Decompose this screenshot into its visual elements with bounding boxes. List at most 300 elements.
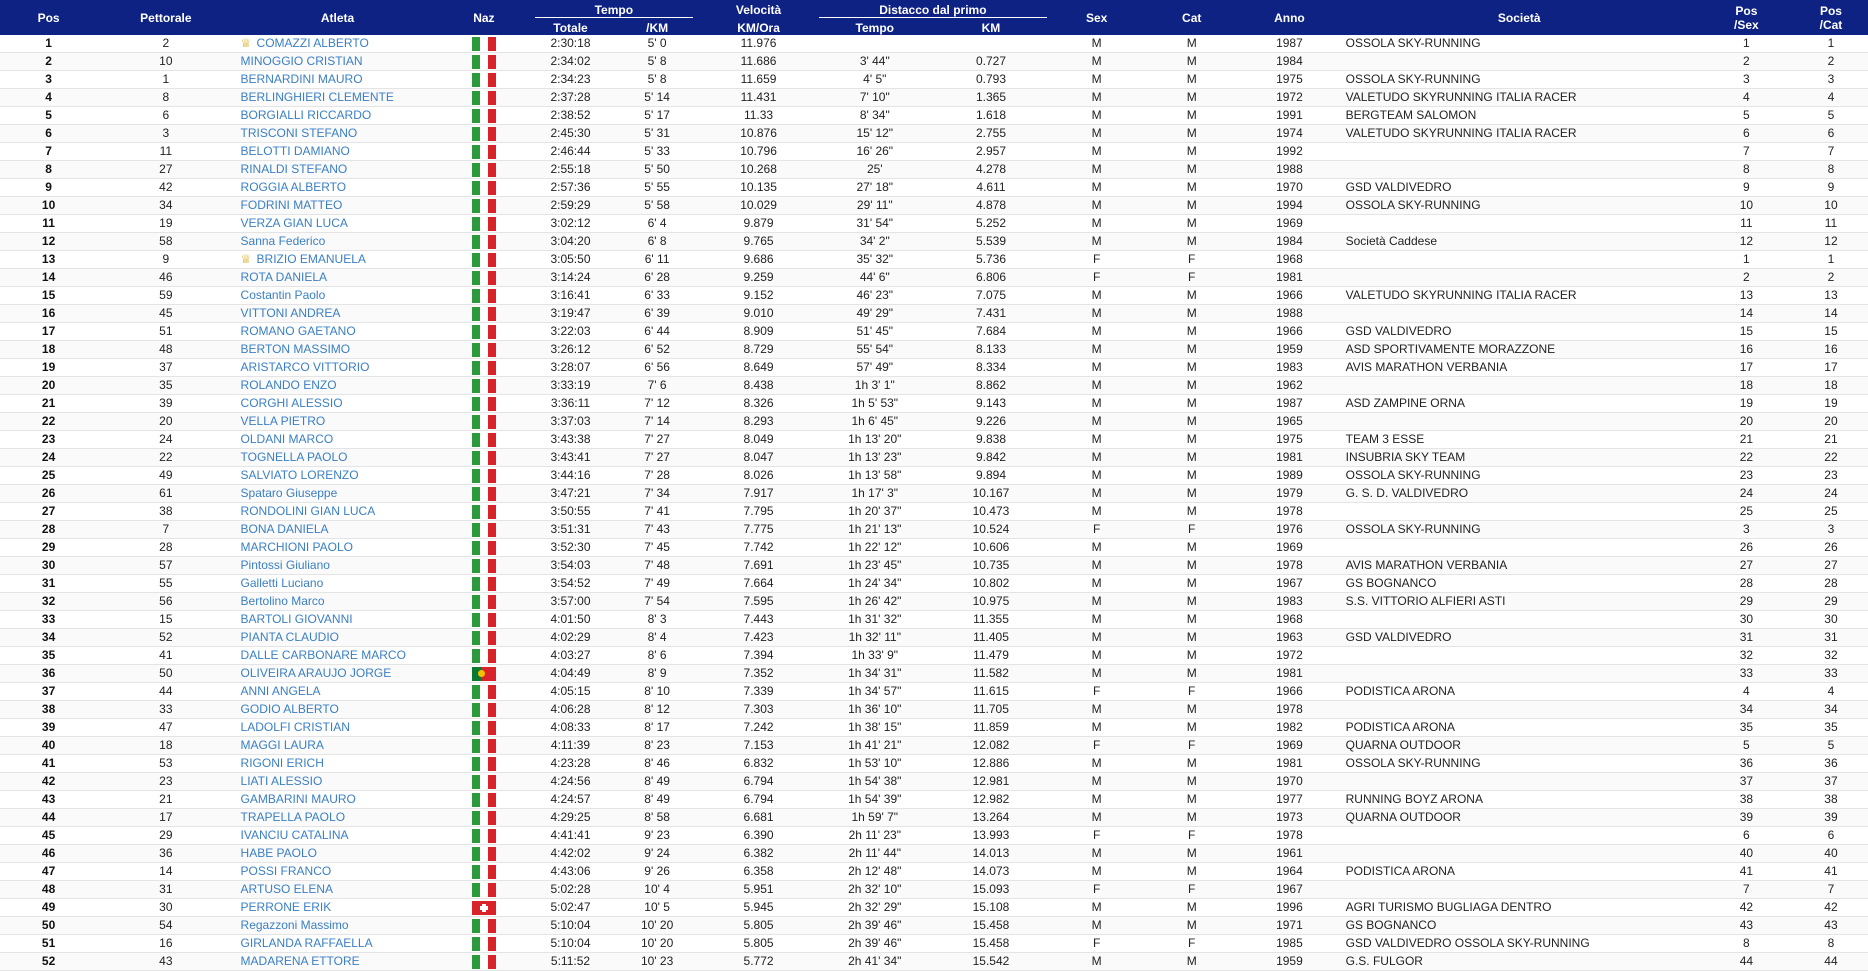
cell-tempo-totale: 3:16:41 — [527, 287, 614, 305]
cell-tempo-km: 6' 39 — [614, 305, 701, 323]
cell-velocita: 7.775 — [700, 521, 816, 539]
cell-pos-cat: 1 — [1794, 35, 1868, 53]
cell-distacco-km: 7.684 — [933, 323, 1049, 341]
italy-flag-icon — [472, 613, 496, 627]
cell-pos: 51 — [0, 935, 97, 953]
col-tempo-km[interactable]: /KM — [646, 20, 669, 35]
col-atleta[interactable]: Atleta — [320, 10, 355, 25]
cell-pos-cat: 36 — [1794, 755, 1868, 773]
col-pos[interactable]: Pos — [37, 10, 60, 25]
athlete-link[interactable]: Bertolino Marco — [240, 594, 325, 608]
col-anno[interactable]: Anno — [1274, 10, 1305, 25]
cell-tempo-totale: 4:04:49 — [527, 665, 614, 683]
cell-velocita: 8.326 — [700, 395, 816, 413]
col-tempo-totale[interactable]: Totale — [553, 20, 588, 35]
cell-tempo-km: 10' 20 — [614, 917, 701, 935]
cell-pos-sex: 39 — [1699, 809, 1794, 827]
cell-tempo-km: 5' 8 — [614, 71, 701, 89]
cell-pettorale: 44 — [97, 683, 234, 701]
cell-velocita: 5.945 — [700, 899, 816, 917]
cell-anno: 1981 — [1239, 449, 1339, 467]
cell-cat: M — [1144, 125, 1239, 143]
athlete-link[interactable]: ROGGIA ALBERTO — [240, 180, 347, 194]
cell-distacco-km: 10.975 — [933, 593, 1049, 611]
cell-distacco-km: 5.539 — [933, 233, 1049, 251]
athlete-link[interactable]: PERRONE ERIK — [240, 900, 332, 914]
cell-pettorale: 18 — [97, 737, 234, 755]
cell-pos-sex: 20 — [1699, 413, 1794, 431]
cell-pos: 13 — [0, 251, 97, 269]
table-row — [0, 647, 1868, 665]
cell-distacco-km: 8.862 — [933, 377, 1049, 395]
cell-distacco-tempo: 1h 31' 32" — [817, 611, 933, 629]
col-kmora[interactable]: KM/Ora — [737, 20, 780, 35]
cell-pettorale: 14 — [97, 863, 234, 881]
athlete-link[interactable]: RINALDI STEFANO — [240, 162, 348, 176]
cell-pettorale: 20 — [97, 413, 234, 431]
cell-atleta — [235, 161, 441, 179]
athlete-link[interactable]: COMAZZI ALBERTO — [256, 36, 369, 50]
cell-societa: QUARNA OUTDOOR — [1340, 809, 1699, 827]
athlete-link[interactable]: RIGONI ERICH — [240, 756, 324, 770]
italy-flag-icon — [472, 199, 496, 213]
cell-sex: M — [1049, 53, 1144, 71]
italy-flag-icon — [472, 955, 496, 969]
cell-cat: M — [1144, 539, 1239, 557]
cell-distacco-tempo: 15' 12" — [817, 125, 933, 143]
cell-velocita: 7.153 — [700, 737, 816, 755]
cell-societa: OSSOLA SKY-RUNNING — [1340, 71, 1699, 89]
cell-pettorale: 21 — [97, 791, 234, 809]
cell-distacco-tempo: 57' 49" — [817, 359, 933, 377]
cell-pettorale: 43 — [97, 953, 234, 971]
italy-flag-icon — [472, 343, 496, 357]
cell-distacco-km: 4.278 — [933, 161, 1049, 179]
cell-naz — [441, 35, 528, 53]
table-row — [0, 305, 1868, 323]
athlete-link[interactable]: MINOGGIO CRISTIAN — [240, 54, 363, 68]
cell-sex: M — [1049, 755, 1144, 773]
athlete-link[interactable]: DALLE CARBONARE MARCO — [240, 648, 406, 662]
cell-tempo-km: 9' 26 — [614, 863, 701, 881]
cell-tempo-totale: 4:42:02 — [527, 845, 614, 863]
cell-cat: M — [1144, 755, 1239, 773]
athlete-link[interactable]: GIRLANDA RAFFAELLA — [240, 936, 373, 950]
cell-pettorale: 22 — [97, 449, 234, 467]
col-distacco-tempo[interactable]: Tempo — [855, 20, 894, 35]
athlete-link[interactable]: BRIZIO EMANUELA — [256, 252, 366, 266]
cell-distacco-tempo: 1h 32' 11" — [817, 629, 933, 647]
cell-cat: F — [1144, 269, 1239, 287]
athlete-link[interactable]: Galletti Luciano — [240, 576, 324, 590]
table-body — [0, 35, 1868, 971]
table-row — [0, 629, 1868, 647]
athlete-link[interactable]: SALVIATO LORENZO — [240, 468, 359, 482]
cell-pos-cat: 8 — [1794, 161, 1868, 179]
cell-tempo-totale: 3:44:16 — [527, 467, 614, 485]
cell-sex: M — [1049, 305, 1144, 323]
italy-flag-icon — [472, 685, 496, 699]
cell-anno: 1996 — [1239, 899, 1339, 917]
italy-flag-icon — [472, 523, 496, 537]
cell-velocita: 6.382 — [700, 845, 816, 863]
table-row — [0, 863, 1868, 881]
cell-distacco-km: 15.458 — [933, 935, 1049, 953]
table-row — [0, 215, 1868, 233]
cell-pos-cat: 17 — [1794, 359, 1868, 377]
cell-anno: 1984 — [1239, 233, 1339, 251]
cell-sex: F — [1049, 827, 1144, 845]
table-row — [0, 809, 1868, 827]
table-row — [0, 35, 1868, 53]
cell-distacco-tempo: 1h 54' 38" — [817, 773, 933, 791]
cell-societa: OSSOLA SKY-RUNNING — [1340, 35, 1699, 53]
cell-pos: 1 — [0, 35, 97, 53]
col-sex[interactable]: Sex — [1085, 10, 1108, 25]
athlete-link[interactable]: BARTOLI GIOVANNI — [240, 612, 353, 626]
col-cat[interactable]: Cat — [1182, 10, 1202, 25]
cell-pettorale: 8 — [97, 89, 234, 107]
cell-tempo-km: 9' 23 — [614, 827, 701, 845]
cell-naz — [441, 773, 528, 791]
cell-velocita: 8.909 — [700, 323, 816, 341]
cell-pos-sex: 36 — [1699, 755, 1794, 773]
cell-pos: 23 — [0, 431, 97, 449]
cell-anno: 1989 — [1239, 467, 1339, 485]
cell-velocita: 6.832 — [700, 755, 816, 773]
table-row — [0, 449, 1868, 467]
cell-tempo-km: 6' 52 — [614, 341, 701, 359]
cell-cat: M — [1144, 431, 1239, 449]
cell-naz — [441, 719, 528, 737]
cell-tempo-totale: 4:06:28 — [527, 701, 614, 719]
cell-pettorale: 17 — [97, 809, 234, 827]
table-row — [0, 917, 1868, 935]
athlete-link[interactable]: TRISCONI STEFANO — [240, 126, 358, 140]
cell-naz — [441, 575, 528, 593]
cell-velocita: 6.390 — [700, 827, 816, 845]
athlete-link[interactable]: Sanna Federico — [240, 234, 326, 248]
athlete-link[interactable]: IVANCIU CATALINA — [240, 828, 349, 842]
cell-pos-sex: 17 — [1699, 359, 1794, 377]
cell-anno: 1961 — [1239, 845, 1339, 863]
cell-sex: M — [1049, 161, 1144, 179]
cell-distacco-tempo: 1h 26' 42" — [817, 593, 933, 611]
cell-cat: M — [1144, 629, 1239, 647]
cell-anno: 1978 — [1239, 503, 1339, 521]
cell-tempo-totale: 3:33:19 — [527, 377, 614, 395]
cell-velocita: 5.805 — [700, 935, 816, 953]
cell-tempo-km: 6' 4 — [614, 215, 701, 233]
italy-flag-icon — [472, 379, 496, 393]
cell-anno: 1981 — [1239, 665, 1339, 683]
table-row — [0, 737, 1868, 755]
table-row — [0, 503, 1868, 521]
cell-velocita: 7.795 — [700, 503, 816, 521]
cell-naz — [441, 71, 528, 89]
cell-tempo-km: 6' 56 — [614, 359, 701, 377]
cell-distacco-tempo: 7' 10" — [817, 89, 933, 107]
cell-distacco-tempo: 2h 32' 29" — [817, 899, 933, 917]
table-row — [0, 881, 1868, 899]
cell-velocita: 10.876 — [700, 125, 816, 143]
cell-naz — [441, 935, 528, 953]
athlete-link[interactable]: FODRINI MATTEO — [240, 198, 343, 212]
cell-cat: M — [1144, 197, 1239, 215]
cell-pettorale: 59 — [97, 287, 234, 305]
cell-anno: 1966 — [1239, 683, 1339, 701]
athlete-link[interactable]: VERZA GIAN LUCA — [240, 216, 348, 230]
cell-cat: M — [1144, 53, 1239, 71]
italy-flag-icon — [472, 703, 496, 717]
cell-cat: M — [1144, 449, 1239, 467]
cell-societa — [1340, 215, 1699, 233]
cell-sex: F — [1049, 881, 1144, 899]
athlete-link[interactable]: Regazzoni Massimo — [240, 918, 349, 932]
cell-cat: M — [1144, 71, 1239, 89]
cell-anno: 1992 — [1239, 143, 1339, 161]
trophy-icon: ♕ — [240, 252, 252, 266]
cell-tempo-totale: 5:10:04 — [527, 935, 614, 953]
cell-naz — [441, 359, 528, 377]
cell-cat: M — [1144, 647, 1239, 665]
cell-velocita: 6.358 — [700, 863, 816, 881]
athlete-link[interactable]: OLIVEIRA ARAUJO JORGE — [240, 666, 392, 680]
cell-distacco-km: 15.108 — [933, 899, 1049, 917]
cell-cat: M — [1144, 701, 1239, 719]
cell-pettorale: 29 — [97, 827, 234, 845]
athlete-link[interactable]: LIATI ALESSIO — [240, 774, 323, 788]
cell-pos-sex: 6 — [1699, 827, 1794, 845]
col-societa[interactable]: Società — [1497, 10, 1541, 25]
cell-societa — [1340, 665, 1699, 683]
athlete-link[interactable]: Pintossi Giuliano — [240, 558, 330, 572]
cell-distacco-tempo: 25' — [817, 161, 933, 179]
cell-cat: M — [1144, 161, 1239, 179]
cell-pos: 4 — [0, 89, 97, 107]
cell-tempo-km: 5' 33 — [614, 143, 701, 161]
cell-tempo-km: 8' 4 — [614, 629, 701, 647]
cell-pos-sex: 14 — [1699, 305, 1794, 323]
athlete-link[interactable]: LADOLFI CRISTIAN — [240, 720, 350, 734]
cell-velocita: 7.242 — [700, 719, 816, 737]
cell-pos: 19 — [0, 359, 97, 377]
cell-distacco-km: 12.082 — [933, 737, 1049, 755]
col-pettorale[interactable]: Pettorale — [140, 10, 192, 25]
cell-sex: M — [1049, 179, 1144, 197]
athlete-link[interactable]: Costantin Paolo — [240, 288, 326, 302]
cell-tempo-totale: 3:54:03 — [527, 557, 614, 575]
table-row — [0, 557, 1868, 575]
col-group-distacco — [817, 0, 1049, 20]
cell-tempo-km: 7' 27 — [614, 449, 701, 467]
table-row — [0, 611, 1868, 629]
cell-tempo-totale: 3:14:24 — [527, 269, 614, 287]
cell-distacco-tempo: 1h 6' 45" — [817, 413, 933, 431]
athlete-link[interactable]: RONDOLINI GIAN LUCA — [240, 504, 376, 518]
cell-velocita: 8.026 — [700, 467, 816, 485]
cell-pos-sex: 4 — [1699, 89, 1794, 107]
athlete-link[interactable]: ARISTARCO VITTORIO — [240, 360, 370, 374]
cell-pos-sex: 7 — [1699, 881, 1794, 899]
cell-pos-cat: 19 — [1794, 395, 1868, 413]
col-pos-sex[interactable] — [1699, 0, 1794, 35]
cell-pos: 12 — [0, 233, 97, 251]
athlete-link[interactable]: PIANTA CLAUDIO — [240, 630, 339, 644]
cell-sex: M — [1049, 701, 1144, 719]
cell-velocita: 5.805 — [700, 917, 816, 935]
cell-pos-sex: 22 — [1699, 449, 1794, 467]
cell-distacco-km: 13.264 — [933, 809, 1049, 827]
cell-naz — [441, 917, 528, 935]
cell-tempo-totale: 3:36:11 — [527, 395, 614, 413]
athlete-link[interactable]: OLDANI MARCO — [240, 432, 334, 446]
cell-tempo-km: 8' 49 — [614, 773, 701, 791]
cell-distacco-km: 4.878 — [933, 197, 1049, 215]
athlete-link[interactable]: GAMBARINI MAURO — [240, 792, 356, 806]
athlete-link[interactable]: VITTONI ANDREA — [240, 306, 341, 320]
col-pos-cat[interactable] — [1794, 0, 1868, 35]
cell-societa: BERGTEAM SALOMON — [1340, 107, 1699, 125]
cell-atleta — [235, 485, 441, 503]
cell-societa: PODISTICA ARONA — [1340, 719, 1699, 737]
cell-naz — [441, 179, 528, 197]
cell-societa: QUARNA OUTDOOR — [1340, 737, 1699, 755]
cell-tempo-km: 8' 49 — [614, 791, 701, 809]
cell-naz — [441, 395, 528, 413]
cell-anno: 1959 — [1239, 953, 1339, 971]
athlete-link[interactable]: MAGGI LAURA — [240, 738, 324, 752]
cell-tempo-totale: 2:55:18 — [527, 161, 614, 179]
athlete-link[interactable]: ARTUSO ELENA — [240, 882, 334, 896]
cell-societa: PODISTICA ARONA — [1340, 863, 1699, 881]
cell-pos-sex: 15 — [1699, 323, 1794, 341]
cell-naz — [441, 683, 528, 701]
cell-societa: TEAM 3 ESSE — [1340, 431, 1699, 449]
cell-velocita: 7.691 — [700, 557, 816, 575]
cell-velocita: 7.352 — [700, 665, 816, 683]
cell-distacco-km: 15.093 — [933, 881, 1049, 899]
table-row — [0, 161, 1868, 179]
italy-flag-icon — [472, 487, 496, 501]
cell-anno: 1988 — [1239, 305, 1339, 323]
cell-tempo-km: 8' 46 — [614, 755, 701, 773]
cell-anno: 1967 — [1239, 575, 1339, 593]
cell-cat: M — [1144, 323, 1239, 341]
cell-tempo-totale: 4:11:39 — [527, 737, 614, 755]
cell-sex: M — [1049, 899, 1144, 917]
athlete-link[interactable]: VELLA PIETRO — [240, 414, 326, 428]
col-distacco-km[interactable]: KM — [981, 20, 1001, 35]
athlete-link[interactable]: Spataro Giuseppe — [240, 486, 338, 500]
athlete-link[interactable]: CORGHI ALESSIO — [240, 396, 343, 410]
athlete-link[interactable]: TRAPELLA PAOLO — [240, 810, 346, 824]
cell-distacco-km: 8.334 — [933, 359, 1049, 377]
cell-pos-cat: 32 — [1794, 647, 1868, 665]
cell-atleta — [235, 215, 441, 233]
athlete-link[interactable]: MADARENA ETTORE — [240, 954, 360, 968]
cell-pos-cat: 22 — [1794, 449, 1868, 467]
italy-flag-icon — [472, 415, 496, 429]
cell-pos: 26 — [0, 485, 97, 503]
athlete-link[interactable]: ROMANO GAETANO — [240, 324, 356, 338]
cell-pettorale: 27 — [97, 161, 234, 179]
cell-atleta — [235, 197, 441, 215]
cell-velocita: 5.772 — [700, 953, 816, 971]
cell-pos-cat: 21 — [1794, 431, 1868, 449]
athlete-link[interactable]: POSSI FRANCO — [240, 864, 332, 878]
cell-pettorale: 56 — [97, 593, 234, 611]
col-naz[interactable]: Naz — [473, 10, 495, 25]
cell-cat: F — [1144, 827, 1239, 845]
cell-anno: 1969 — [1239, 539, 1339, 557]
athlete-link[interactable]: GODIO ALBERTO — [240, 702, 339, 716]
athlete-link[interactable]: BERLINGHIERI CLEMENTE — [240, 90, 394, 104]
cell-cat: M — [1144, 467, 1239, 485]
cell-tempo-totale: 3:47:21 — [527, 485, 614, 503]
cell-pos: 9 — [0, 179, 97, 197]
table-row — [0, 143, 1868, 161]
cell-pettorale: 49 — [97, 467, 234, 485]
cell-pos-cat: 41 — [1794, 863, 1868, 881]
cell-velocita: 11.659 — [700, 71, 816, 89]
cell-tempo-km: 6' 33 — [614, 287, 701, 305]
cell-societa: VALETUDO SKYRUNNING ITALIA RACER — [1340, 89, 1699, 107]
col-velocita[interactable]: Velocità — [735, 3, 782, 17]
cell-tempo-km: 7' 27 — [614, 431, 701, 449]
cell-distacco-tempo: 29' 11" — [817, 197, 933, 215]
cell-distacco-km: 5.736 — [933, 251, 1049, 269]
cell-distacco-tempo: 51' 45" — [817, 323, 933, 341]
cell-sex: M — [1049, 791, 1144, 809]
cell-pettorale: 23 — [97, 773, 234, 791]
cell-tempo-km: 7' 28 — [614, 467, 701, 485]
athlete-link[interactable]: TOGNELLA PAOLO — [240, 450, 348, 464]
table-row — [0, 125, 1868, 143]
athlete-link[interactable]: MARCHIONI PAOLO — [240, 540, 353, 554]
table-row — [0, 341, 1868, 359]
trophy-icon: ♕ — [240, 36, 252, 50]
italy-flag-icon — [472, 73, 496, 87]
cell-pos-cat: 25 — [1794, 503, 1868, 521]
cell-pos: 3 — [0, 71, 97, 89]
cell-anno: 1962 — [1239, 377, 1339, 395]
athlete-link[interactable]: ROLANDO ENZO — [240, 378, 337, 392]
cell-societa: OSSOLA SKY-RUNNING — [1340, 755, 1699, 773]
athlete-link[interactable]: BERNARDINI MAURO — [240, 72, 363, 86]
athlete-link[interactable]: BONA DANIELA — [240, 522, 329, 536]
cell-anno: 1981 — [1239, 269, 1339, 287]
cell-naz — [441, 503, 528, 521]
cell-naz — [441, 755, 528, 773]
cell-naz — [441, 827, 528, 845]
athlete-link[interactable]: BORGIALLI RICCARDO — [240, 108, 372, 122]
cell-distacco-tempo: 1h 24' 34" — [817, 575, 933, 593]
athlete-link[interactable]: BERTON MASSIMO — [240, 342, 351, 356]
cell-tempo-totale: 3:22:03 — [527, 323, 614, 341]
cell-velocita: 8.649 — [700, 359, 816, 377]
cell-tempo-km: 10' 4 — [614, 881, 701, 899]
athlete-link[interactable]: BELOTTI DAMIANO — [240, 144, 350, 158]
athlete-link[interactable]: HABE PAOLO — [240, 846, 318, 860]
athlete-link[interactable]: ROTA DANIELA — [240, 270, 327, 284]
athlete-link[interactable]: ANNI ANGELA — [240, 684, 321, 698]
cell-pos: 40 — [0, 737, 97, 755]
cell-pos-cat: 7 — [1794, 881, 1868, 899]
cell-distacco-km: 5.252 — [933, 215, 1049, 233]
cell-naz — [441, 53, 528, 71]
cell-pos: 27 — [0, 503, 97, 521]
